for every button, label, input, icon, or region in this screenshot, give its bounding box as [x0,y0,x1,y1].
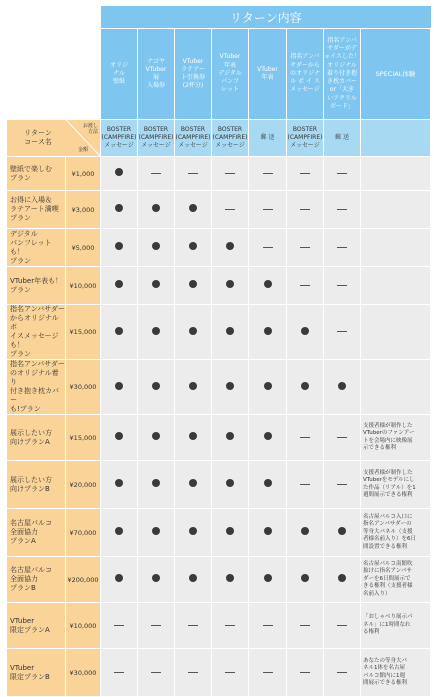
reward-cell [249,305,287,360]
included-dot-icon [115,527,123,535]
plan-price: ¥30,000 [66,649,101,697]
reward-cell [101,267,138,305]
plan-price: ¥15,000 [66,305,101,360]
table-row [7,360,431,415]
column-header: VTuber 年表 [249,29,287,120]
special-experience: 支援者様が制作した VTuberのファンアー トを会場内に映像展 示できる権利 [361,415,431,461]
plan-price: ¥30,000 [66,360,101,415]
delivery-method: BOSTER (CAMPFIRE) メッセージ [101,120,138,157]
included-dot-icon [189,382,197,390]
table-row [7,267,431,305]
reward-cell [138,191,175,229]
included-dot-icon [226,382,234,390]
included-dot-icon [115,204,123,212]
table-row [7,603,431,649]
reward-cell [138,461,175,509]
not-included-dash-icon [151,672,161,673]
column-header: VTuber ラテアー ト引換券 (2杯分) [175,29,212,120]
delivery-method: 郵 送 [249,120,287,157]
included-dot-icon [115,327,123,335]
reward-cell [324,229,361,267]
not-included-dash-icon [337,331,347,332]
column-header: 指名アンバ サダーがデ ョイスした！ オリジナル 着り付き抱 き枕カバー or「大き いアクリル ボード」 [324,29,361,120]
reward-cell [138,267,175,305]
included-dot-icon [115,242,123,250]
reward-cell [101,509,138,557]
blank-corner [7,6,101,29]
reward-cell [175,267,212,305]
included-dot-icon [115,168,123,176]
reward-cell [175,603,212,649]
reward-cell [101,305,138,360]
included-dot-icon [189,479,197,487]
plan-name: VTuber 限定プランB [7,649,66,697]
included-dot-icon [264,574,272,582]
reward-cell [287,267,324,305]
reward-cell [249,267,287,305]
reward-cell [287,557,324,603]
not-included-dash-icon [188,625,198,626]
plan-price: ¥3,000 [66,191,101,229]
reward-cell [212,649,249,697]
not-included-dash-icon [263,173,273,174]
special-experience: 支援者様が制作した VTuberをモデルにし た作品（リアル）を1 週間展示できる権利 [361,461,431,509]
reward-cell [138,557,175,603]
reward-cell [212,229,249,267]
included-dot-icon [226,479,234,487]
not-included-dash-icon [151,173,161,174]
included-dot-icon [301,327,309,335]
blank-corner-2 [7,29,101,120]
not-included-dash-icon [300,285,310,286]
table-title: リターン内容 [101,6,431,29]
reward-cell [212,461,249,509]
column-header: SPECIAL体験 [361,29,431,120]
included-dot-icon [152,574,160,582]
included-dot-icon [152,432,160,440]
not-included-dash-icon [300,484,310,485]
included-dot-icon [115,479,123,487]
included-dot-icon [226,432,234,440]
reward-cell [138,603,175,649]
reward-cell [287,157,324,191]
reward-cell [249,157,287,191]
corner-header [7,120,101,157]
reward-cell [287,509,324,557]
special-experience [361,360,431,415]
plan-price: ¥10,000 [66,603,101,649]
reward-cell [101,461,138,509]
column-header: オリジ ナル 壁紙 [101,29,138,120]
reward-cell [249,461,287,509]
included-dot-icon [152,204,160,212]
table-row [7,649,431,697]
plan-name: 指名アンバサダー のオリジナル着り 付き抱き枕カバー も!プラン [7,360,66,415]
included-dot-icon [264,527,272,535]
reward-cell [287,360,324,415]
included-dot-icon [152,479,160,487]
return-table [6,6,431,697]
included-dot-icon [189,574,197,582]
included-dot-icon [338,574,346,582]
not-included-dash-icon [225,209,235,210]
reward-cell [249,603,287,649]
table-row [7,191,431,229]
reward-cell [324,267,361,305]
reward-cell [138,157,175,191]
reward-cell [212,191,249,229]
reward-cell [175,305,212,360]
not-included-dash-icon [114,672,124,673]
included-dot-icon [264,382,272,390]
not-included-dash-icon [225,173,235,174]
plan-price: ¥1,000 [66,157,101,191]
reward-cell [212,305,249,360]
special-experience [361,157,431,191]
included-dot-icon [226,280,234,288]
reward-cell [101,603,138,649]
not-included-dash-icon [337,285,347,286]
reward-cell [287,603,324,649]
reward-cell [287,305,324,360]
reward-cell [324,649,361,697]
delivery-method: BOSTER (CAMPFIRE) メッセージ [138,120,175,157]
plan-name: 展示したい方 向けプランA [7,415,66,461]
included-dot-icon [152,382,160,390]
included-dot-icon [115,280,123,288]
reward-cell [287,191,324,229]
reward-cell [138,360,175,415]
column-header: VTuber 年表 デジタル パンフ レット [212,29,249,120]
plan-name: 指名アンバサダー からオリジナルボ イスメッセージも！ プラン [7,305,66,360]
delivery-method: 郵 送 [324,120,361,157]
not-included-dash-icon [263,672,273,673]
reward-cell [138,415,175,461]
included-dot-icon [264,432,272,440]
plan-price: ¥5,000 [66,229,101,267]
reward-cell [287,461,324,509]
table-row [7,509,431,557]
reward-cell [138,305,175,360]
reward-cell [101,360,138,415]
special-experience [361,305,431,360]
special-experience: 名古屋パルコ入口に 指名アンバサダーの 等身大パネル（支援 者様名前入り）を6日 間設置できる権利 [361,509,431,557]
plan-price: ¥10,000 [66,267,101,305]
not-included-dash-icon [300,247,310,248]
reward-cell [324,157,361,191]
plan-name: VTuber 限定プランA [7,603,66,649]
reward-cell [249,360,287,415]
not-included-dash-icon [114,625,124,626]
reward-cell [175,557,212,603]
not-included-dash-icon [300,672,310,673]
table-row [7,557,431,603]
reward-cell [287,229,324,267]
reward-cell [324,603,361,649]
included-dot-icon [152,280,160,288]
reward-cell [101,229,138,267]
not-included-dash-icon [188,173,198,174]
reward-cell [324,557,361,603]
reward-cell [101,415,138,461]
reward-cell [101,191,138,229]
included-dot-icon [338,382,346,390]
included-dot-icon [189,432,197,440]
plan-name: 名古屋パルコ 全面協力 プランA [7,509,66,557]
not-included-dash-icon [151,625,161,626]
not-included-dash-icon [300,173,310,174]
plan-price: ¥200,000 [66,557,101,603]
included-dot-icon [115,574,123,582]
not-included-dash-icon [337,484,347,485]
included-dot-icon [189,242,197,250]
not-included-dash-icon [337,247,347,248]
reward-cell [175,415,212,461]
reward-cell [287,415,324,461]
special-experience [361,191,431,229]
included-dot-icon [189,280,197,288]
not-included-dash-icon [225,672,235,673]
table-row [7,157,431,191]
not-included-dash-icon [300,437,310,438]
delivery-method-header: お渡し 方法 [82,123,98,135]
delivery-method: BOSTER (CAMPFIRE) メッセージ [175,120,212,157]
reward-cell [175,157,212,191]
plan-name: 壁紙で楽しむ プラン [7,157,66,191]
included-dot-icon [338,527,346,535]
reward-cell [212,509,249,557]
plan-price: ¥70,000 [66,509,101,557]
plan-name: 展示したい方 向けプランB [7,461,66,509]
reward-cell [212,557,249,603]
not-included-dash-icon [300,209,310,210]
reward-cell [138,509,175,557]
reward-cell [175,191,212,229]
delivery-method [361,120,431,157]
reward-cell [175,360,212,415]
plan-name: 名古屋パルコ 全面協力 プランB [7,557,66,603]
reward-cell [249,415,287,461]
included-dot-icon [301,382,309,390]
included-dot-icon [152,242,160,250]
included-dot-icon [264,327,272,335]
reward-cell [138,649,175,697]
not-included-dash-icon [263,247,273,248]
not-included-dash-icon [225,625,235,626]
delivery-method: BOSTER (CAMPFIRE) メッセージ [287,120,324,157]
included-dot-icon [264,479,272,487]
amount-header: 金額 [77,147,88,153]
table-row [7,305,431,360]
reward-cell [212,157,249,191]
not-included-dash-icon [263,625,273,626]
plan-name: デジタル パンフレットも！ プラン [7,229,66,267]
column-header: ナゴヤ VTuber 展 入場券 [138,29,175,120]
column-header: 指名アンバ サダーから のオリジナ ル ボ イ ス メッセージ [287,29,324,120]
reward-cell [212,267,249,305]
plan-name: VTuber年表も！ プラン [7,267,66,305]
special-experience [361,229,431,267]
not-included-dash-icon [263,209,273,210]
reward-cell [175,461,212,509]
not-included-dash-icon [337,209,347,210]
reward-cell [249,649,287,697]
reward-cell [101,157,138,191]
included-dot-icon [226,574,234,582]
special-experience [361,267,431,305]
reward-cell [212,415,249,461]
reward-cell [212,360,249,415]
reward-cell [249,191,287,229]
not-included-dash-icon [337,173,347,174]
not-included-dash-icon [337,672,347,673]
included-dot-icon [226,527,234,535]
plan-name: お得に入場＆ ラテアート満喫 プラン [7,191,66,229]
reward-cell [324,461,361,509]
included-dot-icon [189,327,197,335]
reward-cell [101,649,138,697]
not-included-dash-icon [337,437,347,438]
included-dot-icon [301,527,309,535]
reward-cell [101,557,138,603]
reward-cell [175,229,212,267]
special-experience: 「おしゃべり展示パ ネル」に1時間なれ る権利 [361,603,431,649]
not-included-dash-icon [188,672,198,673]
included-dot-icon [264,280,272,288]
reward-cell [324,360,361,415]
included-dot-icon [152,527,160,535]
not-included-dash-icon [337,625,347,626]
included-dot-icon [226,327,234,335]
reward-cell [287,649,324,697]
included-dot-icon [115,382,123,390]
plan-price: ¥15,000 [66,415,101,461]
reward-cell [324,191,361,229]
reward-cell [175,509,212,557]
included-dot-icon [115,432,123,440]
reward-cell [324,509,361,557]
not-included-dash-icon [300,625,310,626]
included-dot-icon [189,527,197,535]
included-dot-icon [152,327,160,335]
included-dot-icon [189,204,197,212]
table-row [7,415,431,461]
reward-cell [324,305,361,360]
reward-cell [138,229,175,267]
course-name-header: リターン コース名 [24,129,52,146]
plan-price: ¥20,000 [66,461,101,509]
reward-cell [212,603,249,649]
included-dot-icon [301,574,309,582]
reward-cell [249,509,287,557]
reward-cell [175,649,212,697]
reward-cell [249,229,287,267]
special-experience: 名古屋パルコ南館吹 抜けに指名アンバサ ダーを6日間展示で きる権利（支援者様 名前入り） [361,557,431,603]
table-row [7,229,431,267]
reward-cell [324,415,361,461]
special-experience: あなたの等身大パ ネル1体を名古屋 パルコ館内に1週 間展示できる権利 [361,649,431,697]
delivery-method: BOSTER (CAMPFIRE) メッセージ [212,120,249,157]
included-dot-icon [226,242,234,250]
table-row [7,461,431,509]
reward-cell [249,557,287,603]
